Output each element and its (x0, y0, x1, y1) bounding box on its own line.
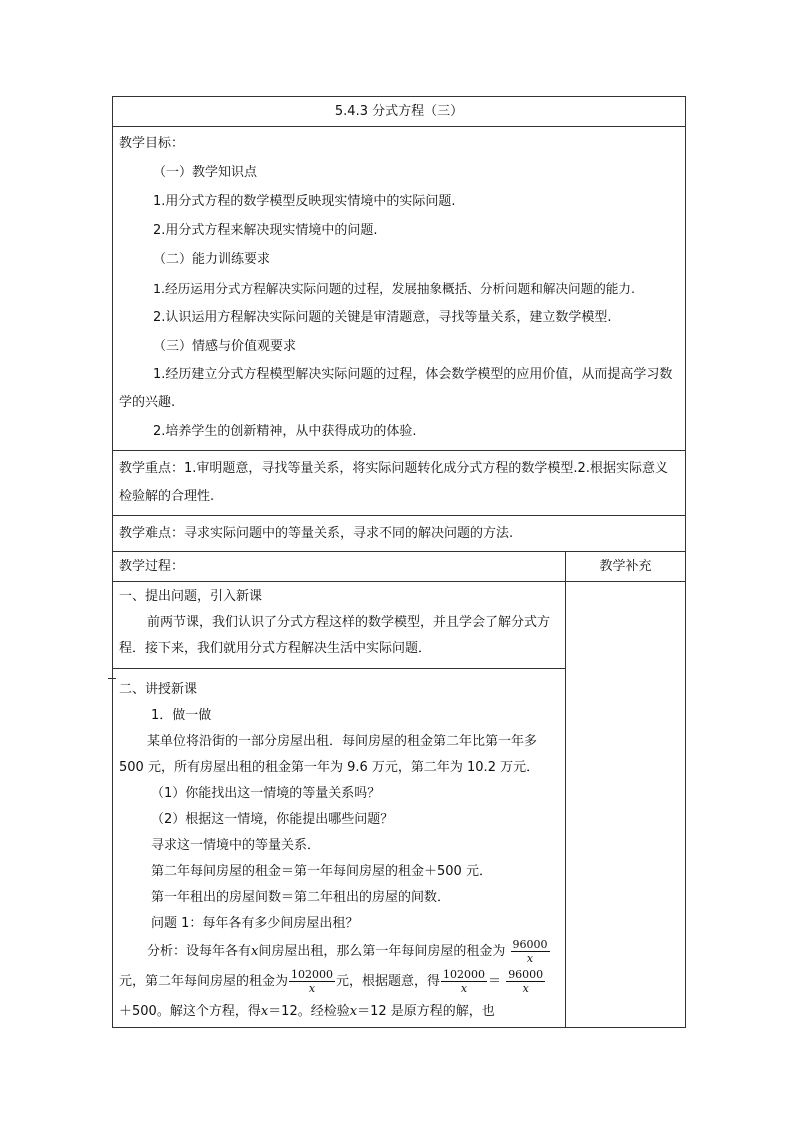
title-row (113, 97, 686, 127)
emotion-heading: （三）情感与价值观要求 (153, 339, 297, 354)
variable-x: x (251, 944, 259, 959)
check-variable: x (349, 1004, 358, 1019)
emotion-item-2: 2.培养学生的创新精神，从中获得成功的体验. (153, 424, 417, 439)
fraction-first-year-rent (511, 938, 550, 965)
analysis-text-1: 分析：设每年各有 (147, 944, 252, 959)
part1-text: 前两节课，我们认识了分式方程这样的数学模型，并且学会了解分式方程．接下来，我们就用分式方程解决生活中实际问题． (119, 615, 551, 656)
fraction-denominator: x (308, 982, 316, 995)
fraction-numerator: 102000 (443, 968, 486, 981)
find-equality: 寻求这一情境中的等量关系． (151, 838, 321, 853)
fraction-numerator: 96000 (512, 938, 548, 951)
objectives-cell (113, 127, 686, 451)
lesson-plan-table (112, 96, 686, 1028)
process-heading-cell (113, 552, 566, 582)
emotion-item-1: 1.经历建立分式方程模型解决实际问题的过程，体会数学模型的应用价值，从而提高学习数学的兴趣. (119, 367, 673, 410)
ability-heading: （二）能力训练要求 (153, 252, 271, 267)
knowledge-item-2: 2.用分式方程来解决现实情境中的问题. (153, 223, 378, 238)
objectives-row (113, 127, 686, 451)
question-2: （2）根据这一情境，你能提出哪些问题？ (151, 812, 394, 827)
margin-mark (108, 678, 116, 679)
difficulty: 教学难点：寻求实际问题中的等量关系，寻求不同的解决问题的方法. (119, 526, 514, 541)
fraction-numerator: 96000 (508, 968, 544, 981)
analysis-text-3: 元，第二年每间房屋的租金为 (119, 974, 289, 989)
objectives-heading: 教学目标： (119, 136, 185, 151)
fraction-denominator: x (522, 982, 529, 995)
part1-cell (113, 582, 566, 669)
supplement-heading-cell (566, 552, 686, 582)
analysis-text-6: ＝12 是原方程的解，也 (357, 1004, 495, 1019)
part1-row (113, 582, 686, 669)
fraction-denominator: x (460, 982, 468, 995)
equals-sign: ＝ (488, 974, 502, 989)
process-header-row (113, 552, 686, 582)
solution-value: ＝12。经检验 (268, 1004, 350, 1019)
analysis-text-2: 间房屋出租，那么第一年每间房屋的租金为 (258, 944, 506, 959)
part2-cell (113, 669, 566, 1028)
supplement-cell (566, 582, 686, 1028)
knowledge-heading: （一）教学知识点 (153, 165, 258, 180)
question-1: （1）你能找出这一情境的等量关系吗？ (151, 786, 381, 801)
analysis-paragraph (119, 937, 559, 1027)
solution-variable: x (260, 1004, 269, 1019)
analysis-text-4: 元，根据题意，得 (336, 974, 441, 989)
activity-title: 1．做一做 (151, 708, 212, 723)
key-points-row (113, 451, 686, 516)
problem-1: 问题 1：每年各有多少间房屋出租？ (151, 916, 359, 931)
fraction-second-year-rent (289, 968, 335, 995)
process-heading: 教学过程： (119, 559, 185, 574)
part1-heading: 一、提出问题，引入新课 (119, 589, 263, 604)
fraction-equation-right (506, 968, 545, 995)
fraction-denominator: x (526, 952, 534, 965)
lesson-title: 5.4.3 分式方程（三） (113, 97, 686, 127)
difficulty-cell (113, 516, 686, 552)
knowledge-item-1: 1.用分式方程的数学模型反映现实情境中的实际问题. (153, 194, 456, 209)
part2-heading: 二、讲授新课 (119, 682, 198, 697)
fraction-numerator: 102000 (291, 968, 334, 981)
equality-2: 第一年租出的房屋间数＝第二年租出的房屋的间数． (151, 890, 451, 905)
key-points: 教学重点：1.审明题意，寻找等量关系，将实际问题转化成分式方程的数学模型.2.根据实际意义检验解的合理性. (119, 461, 668, 504)
difficulty-row (113, 516, 686, 552)
fraction-equation-left (441, 968, 487, 995)
ability-item-1: 1.经历运用分式方程解决实际问题的过程，发展抽象概括、分析问题和解决问题的能力. (153, 281, 635, 296)
ability-item-2: 2.认识运用方程解决实际问题的关键是审清题意，寻找等量关系，建立数学模型. (153, 310, 612, 325)
equality-1: 第二年每间房屋的租金＝第一年每间房屋的租金＋500 元． (151, 864, 492, 879)
scenario-text: 某单位将沿街的一部分房屋出租．每间房屋的租金第二年比第一年多 500 元，所有房屋出租的租金第一年为 9.6 万元，第二年为 10.2 万元． (119, 734, 540, 775)
key-points-cell (113, 451, 686, 516)
analysis-text-5: ＋500。解这个方程，得 (119, 1004, 261, 1019)
supplement-heading: 教学补充 (599, 559, 652, 574)
